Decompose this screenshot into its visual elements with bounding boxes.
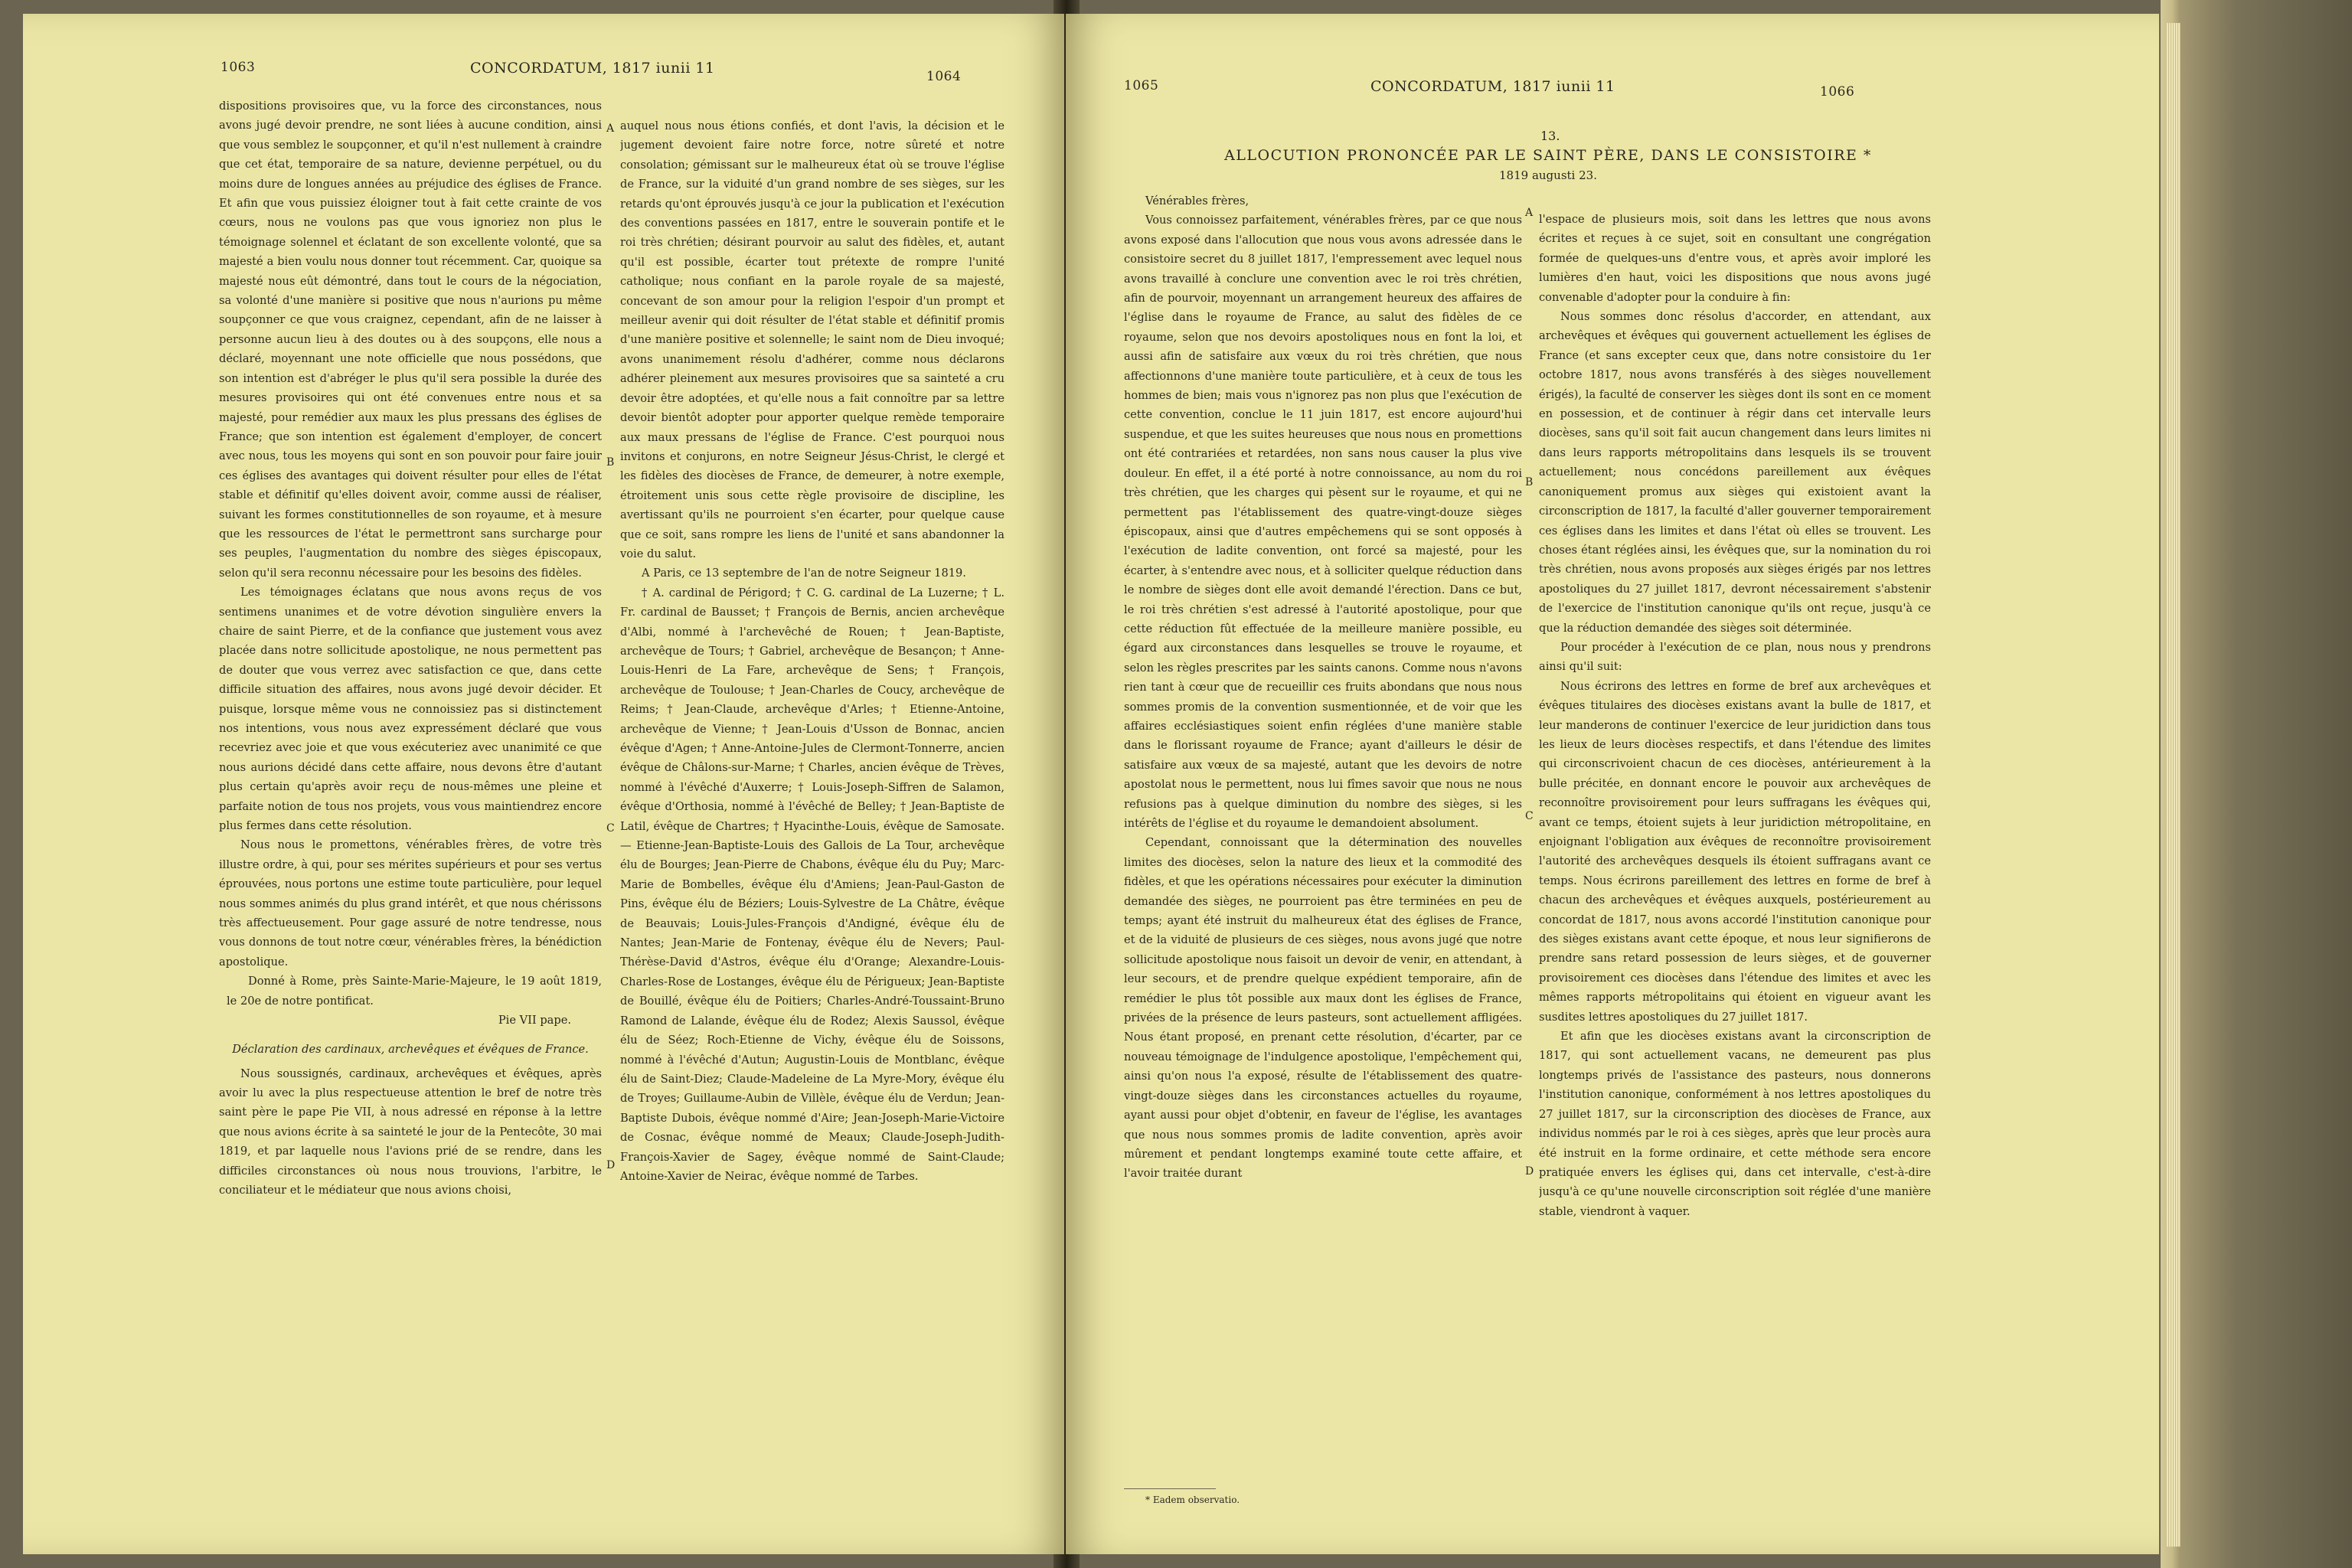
right-column-1	[1124, 191, 1522, 1485]
paragraph: dispositions provisoires que, vu la force des circonstances, nous avons jugé devoir prendre, ne sont liées à aucune condition, ainsi que vous semblez le soupçonner, et qu'il n'est nullement à craindre que cet état, temporaire de sa nature, devienne perpétuel, ou du moins dure de longues années au préjudice des églises de France. Et afin que vous puissiez éloigner tout à fait cette crainte de vos cœurs, nous ne voulons pas que vous ignoriez non plus le témoignage solennel et éclatant de son excellente volonté, que sa majesté a bien voulu nous donner tout récemment. Car, quoique sa majesté nous eût démontré, dans tout le cours de la négociation, sa volonté d'une manière si positive que nous n'aurions pu même soupçonner ce que vous craignez, cependant, afin de ne laisser à personne aucun lieu à des doutes ou à des soupçons, elle nous a déclaré, moyennant une note officielle que nous possédons, que son intention est d'abréger le plus qu'il sera possible la durée des mesures provisoires qui ont été convenues entre nous et sa majesté, pour remédier aux maux les plus pressans des églises de France; que son intention est également d'employer, de concert avec nous, tous les moyens qui sont en son pouvoir pour faire jouir ces églises des avantages qui doivent résulter pour elles de l'état stable et définitif qu'elles doivent avoir, comme aussi de réaliser, suivant les formes constitutionnelles de son royaume, et à mesure que les ressources de l'état le permettront sans surcharge pour ses peuples, l'augmentation du nombre des sièges épiscopaux, selon qu'il sera reconnu nécessaire pour les besoins des fidèles.	[219, 100, 602, 580]
paragraph: Pour procéder à l'exécution de ce plan, nous nous y prendrons ainsi qu'il suit:	[1539, 640, 1931, 674]
right-col-number-1066: 1066	[1820, 84, 1855, 100]
right-running-header: CONCORDATUM, 1817 iunii 11	[1370, 78, 1615, 95]
paragraph: Les témoignages éclatans que nous avons reçus de vos sentimens unanimes et de votre dévotion singulière envers la chaire de saint Pierre, et de la confiance que justement vous avez placée dans notre sollicitude apostolique, ne nous permettent pas de douter que vous verrez avec satisfaction ce que, dans cette difficile situation des affaires, nous avons jugé devoir décider. Et puisque, lorsque même vous ne connoissiez pas si distinctement nos intentions, vous nous avez expressément déclaré que vous recevriez avec joie et que vous exécuteriez avec unanimité ce que nous aurions décidé dans cette affaire, nous devons être d'autant plus certain qu'après avoir reçu de nous-mêmes une pleine et parfaite notion de tous nos projets, vous vous maintiendrez encore plus fermes dans cette résolution.	[219, 586, 602, 833]
left-running-header: CONCORDATUM, 1817 iunii 11	[470, 60, 715, 77]
paragraph: Cependant, connoissant que la détermination des nouvelles limites des diocèses, selon la nature des lieux et la commodité des fidèles, et que les opérations nécessaires pour exécuter la diminution demandée des sièges, ne pourroient pas être terminées en peu de temps; ayant été instruit du malheureux état des églises de France, et de la viduité de plusieurs de ces sièges, nous avons jugé que notre sollicitude apostolique nous faisoit un devoir de venir, en attendant, à leur secours, et de prendre quelque expédient temporaire, afin de remédier le plus tôt possible aux maux dont les églises de France, privées de la présence de leurs pasteurs, sont actuellement affligées. Nous étant proposé, en prenant cette résolution, d'écarter, par ce nouveau témoignage de l'indulgence apostolique, l'empêchement qui, ainsi qu'on nous l'a exposé, résulte de l'établissement des quatre-vingt-douze sièges dans les circonstances actuelles du royaume, ayant aussi pour objet d'obtenir, en faveur de l'église, les avantages que nous nous sommes promis de ladite convention, après avoir mûrement et pendant longtemps examiné toute cette affaire, et l'avoir traitée durant	[1124, 836, 1522, 1181]
paragraph: Nous écrirons des lettres en forme de bref aux archevêques et évêques titulaires des diocèses existans avant la bulle de 1817, et leur manderons de continuer l'exercice de leur juridiction dans tous les lieux de leurs diocèses respectifs, et dans l'étendue des limites qui circonscrivoient chacun de ces diocèses, antérieurement à la bulle précitée, en donnant encore le pouvoir aux archevêques de reconnoître provisoirement pour leurs suffragans les évêques qui, avant ce temps, étoient sujets à leur juridiction métropolitaine, en enjoignant l'obligation aux évêques de reconnoître provisoirement l'autorité des archevêques desquels ils étoient suffragans avant ce temps. Nous écrirons pareillement des lettres en forme de bref à chacun des archevêques et évêques auxquels, postérieurement au concordat de 1817, nous avons accordé l'institution canonique pour des sièges existans avant cette époque, et nous leur signifierons de prendre sans retard possession de leurs sièges, et de gouverner provisoirement ces diocèses dans l'étendue des limites et avec les mêmes rapports métropolitains qui étoient en vigueur avant les susdites lettres apostoliques du 27 juillet 1817.	[1539, 679, 1931, 1024]
left-col-number-1063: 1063	[220, 60, 256, 75]
margin-letter-d: D	[606, 1159, 616, 1171]
section-date: 1819 augusti 23.	[1499, 168, 1597, 182]
paragraph: Et afin que les diocèses existans avant la circonscription de 1817, qui sont actuellement vacans, ne demeurent pas plus longtemps privés de l'assistance des pasteurs, nous donnerons l'institution canonique, conformément à nos lettres apostoliques du 27 juillet 1817, sur la circonscription des diocèses de France, aux individus nommés par le roi à ces sièges, après que leur procès aura été instruit en la forme ordinaire, et cette méthode sera encore pratiquée envers les églises qui, dans cet intervalle, c'est-à-dire jusqu'à ce qu'une nouvelle circonscription soit réglée d'une manière stable, viendront à vaquer.	[1539, 1030, 1931, 1218]
papal-signature: Pie VII pape.	[498, 1014, 571, 1027]
left-page	[23, 14, 1064, 1554]
footnote: * Eadem observatio.	[1145, 1494, 1240, 1505]
declaration-heading: Déclaration des cardinaux, archevêques et évêques de France.	[232, 1042, 589, 1056]
footnote-rule	[1124, 1488, 1216, 1489]
signatories: † A. cardinal de Périgord; † C. G. cardinal de La Luzerne; † L. Fr. cardinal de Bausset; † François de Bernis, ancien archevêque d'Albi, nommé à l'archevêché de Rouen; † Jean-Baptiste, archevêque de Tours; † Gabriel, archevêque de Besançon; † Anne-Louis-Henri de La Fare, archevêque de Sens; † François, archevêque de Toulouse; † Jean-Charles de Coucy, archevêque de Reims; † Jean-Claude, archevêque d'Arles; † Etienne-Antoine, archevêque de Vienne; † Jean-Louis d'Usson de Bonnac, ancien évêque d'Agen; † Anne-Antoine-Jules de Clermont-Tonnerre, ancien évêque de Châlons-sur-Marne; † Charles, ancien évêque de Trèves, nommé à l'évêché d'Auxerre; † Louis-Joseph-Siffren de Salamon, évêque d'Orthosia, nommé à l'évêché de Belley; † Jean-Baptiste de Latil, évêque de Chartres; † Hyacinthe-Louis, évêque de Samosate. — Etienne-Jean-Baptiste-Louis des Gallois de La Tour, archevêque élu de Bourges; Jean-Pierre de Chabons, évêque élu du Puy; Marc-Marie de Bombelles, évêque élu d'Amiens; Jean-Paul-Gaston de Pins, évêque élu de Béziers; Louis-Sylvestre de La Châtre, évêque de Beauvais; Louis-Jules-François d'Andigné, évêque élu de Nantes; Jean-Marie de Fontenay, évêque élu de Nevers; Paul-Thérèse-David d'Astros, évêque élu d'Orange; Alexandre-Louis-Charles-Rose de Lostanges, évêque élu de Périgueux; Jean-Baptiste de Bouillé, évêque élu de Poitiers; Charles-André-Toussaint-Bruno Ramond de Lalande, évêque élu de Rodez; Alexis Saussol, évêque élu de Séez; Roch-Etienne de Vichy, évêque élu de Soissons, nommé à l'évêché d'Autun; Augustin-Louis de Montblanc, évêque élu de Saint-Diez; Claude-Madeleine de La Myre-Mory, évêque élu de Troyes; Guillaume-Aubin de Villèle, évêque élu de Verdun; Jean-Baptiste Dubois, évêque nommé d'Aire; Jean-Joseph-Marie-Victoire de Cosnac, évêque nommé de Meaux; Claude-Joseph-Judith-François-Xavier de Sagey, évêque nommé de Saint-Claude; Antoine-Xavier de Neirac, évêque nommé de Tarbes.	[620, 586, 1004, 1183]
margin-letter-a: A	[1525, 207, 1534, 219]
paragraph: auquel nous nous étions confiés, et dont l'avis, la décision et le jugement devoient faire notre force, notre sûreté et notre consolation; gémissant sur le malheureux état où se trouve l'église de France, sur la viduité d'un grand nombre de ses sièges, sur les retards qu'ont éprouvés jusqu'à ce jour la publication et l'exécution des conventions passées en 1817, entre le souverain pontife et le roi très chrétien; désirant pourvoir au salut des fidèles, et, autant qu'il est possible, écarter tout prétexte de rompre l'unité catholique; nous confiant en la parole royale de sa majesté, concevant de son amour pour la religion l'espoir d'un prompt et meilleur avenir qui doit résulter de l'état stable et définitif promis d'une manière positive et solennelle; le saint nom de Dieu invoqué; avons unanimement résolu d'adhérer, comme nous déclarons adhérer pleinement aux mesures provisoires que sa sainteté a cru devoir être adoptées, et qu'elle nous a fait connoître par sa lettre devoir bientôt adopter pour apporter quelque remède temporaire aux maux pressans de l'église de France. C'est pourquoi nous invitons et conjurons, en notre Seigneur Jésus-Christ, le clergé et les fidèles des diocèses de France, de demeurer, à notre exemple, étroitement unis sous cette règle provisoire de discipline, les avertissant qu'ils ne pourroient s'en écarter, pour quelque cause que ce soit, sans rompre les liens de l'unité et sans abandonner la voie du salut.	[620, 119, 1004, 560]
page-edges	[2167, 23, 2180, 1547]
right-col-number-1065: 1065	[1124, 78, 1159, 93]
margin-letter-b: B	[1525, 476, 1534, 488]
date-line: A Paris, ce 13 septembre de l'an de notre Seigneur 1819.	[642, 567, 966, 580]
paragraph: Nous soussignés, cardinaux, archevêques et évêques, après avoir lu avec la plus respectueuse attention le bref de notre très saint père le pape Pie VII, à nous adressé en réponse à la lettre que nous avions écrite à sa sainteté le jour de la Pentecôte, 30 mai 1819, et par laquelle nous l'avions prié de se rendre, dans les difficiles circonstances où nous nous trouvions, l'arbitre, le conciliateur et le médiateur que nous avions choisi,	[219, 1067, 602, 1197]
paragraph: Nous sommes donc résolus d'accorder, en attendant, aux archevêques et évêques qui gouvernent actuellement les églises de France (et sans excepter ceux que, dans notre consistoire du 1er octobre 1817, nous avons transférés à des sièges nouvellement érigés), la faculté de conserver les sièges dont ils sont en ce moment en possession, et de continuer à régir dans cet intervalle leurs diocèses, sans qu'il soit fait aucun changement dans leurs limites ni dans leurs rapports métropolitains dans lesquels ils se trouvent actuellement; nous concédons pareillement aux évêques canoniquement promus aux sièges qui existoient avant la circonscription de 1817, la faculté d'aller gouverner temporairement ces églises dans les limites et dans l'état où elles se trouvent. Les choses étant réglées ainsi, les évêques que, sur la nomination du roi très chrétien, nous avons proposés aux sièges érigés par nos lettres apostoliques du 27 juillet 1817, devront nécessairement s'abstenir de l'exercice de l'institution canonique qu'ils ont reçue, jusqu'à ce que la réduction demandée des sièges soit déterminée.	[1539, 310, 1931, 635]
book-edge	[2161, 0, 2352, 1568]
paragraph: l'espace de plusieurs mois, soit dans les lettres que nous avons écrites et reçues à ce sujet, soit en consultant une congrégation formée de quelques-uns d'entre vous, et après avoir imploré les lumières d'en haut, voici les dispositions que nous avons jugé convenable d'adopter pour la conduire à fin:	[1539, 213, 1931, 304]
right-column-2	[1539, 210, 1931, 1488]
margin-letter-c: C	[1525, 810, 1534, 822]
margin-letter-b: B	[606, 456, 615, 469]
right-page	[1066, 14, 2159, 1554]
paragraph: Vous connoissez parfaitement, vénérables frères, par ce que nous avons exposé dans l'allocution que nous vous avons adressée dans le consistoire secret du 8 juillet 1817, l'empressement avec lequel nous avons travaillé à conclure une convention avec le roi très chrétien, afin de pourvoir, moyennant un arrangement heureux des affaires de l'église dans le royaume de France, au salut des fidèles de ce royaume, selon que nos devoirs apostoliques nous en font la loi, et aussi afin de satisfaire aux vœux du roi très chrétien, que nous affectionnons d'une manière toute particulière, et à ceux de tous les hommes de bien; mais vous n'ignorez pas non plus que l'exécution de cette convention, conclue le 11 juin 1817, est encore aujourd'hui suspendue, et que les suites heureuses que nous nous en promettions ont été contrariées et retardées, non sans nous causer la plus vive douleur. En effet, il a été porté à notre connoissance, au nom du roi très chrétien, que les charges qui pèsent sur le royaume, et qui ne permettent pas l'établissement des quatre-vingt-douze sièges épiscopaux, ainsi que d'autres empêchemens qui se sont opposés à l'exécution de ladite convention, ont forcé sa majesté, pour les écarter, à s'entendre avec nous, et à solliciter quelque réduction dans le nombre de sièges dont elle avoit demandé l'érection. Dans ce but, le roi très chrétien s'est adressé à l'autorité apostolique, pour que cette réduction fût effectuée de la meilleure manière possible, eu égard aux circonstances dans lesquelles se trouve le royaume, et selon les règles prescrites par les saints canons. Comme nous n'avons rien tant à cœur que de recueillir ces fruits abondans que nous nous sommes promis de la convention susmentionnée, et de voir que les affaires ecclésiastiques soient enfin réglées d'une manière stable dans le florissant royaume de France; ayant d'ailleurs le désir de satisfaire aux vœux de sa majesté, autant que les devoirs de notre apostolat nous le permettent, nous lui fîmes savoir que nous ne nous refusions pas à quelque diminution du nombre des sièges, si les intérêts de l'église et du royaume le demandoient absolument.	[1124, 214, 1522, 830]
date-line: Donné à Rome, près Sainte-Marie-Majeure, le 19 août 1819, le 20e de notre pontificat.	[227, 975, 602, 1008]
section-title: ALLOCUTION PRONONCÉE PAR LE SAINT PÈRE, DANS LE CONSISTOIRE *	[1224, 147, 1872, 164]
margin-letter-a: A	[606, 122, 615, 135]
left-column-2	[620, 116, 1004, 1540]
left-col-number-1064: 1064	[926, 69, 962, 84]
section-number: 13.	[1540, 129, 1560, 143]
left-column-1	[219, 96, 602, 1536]
margin-letter-c: C	[606, 822, 615, 835]
salutation: Vénérables frères,	[1145, 194, 1250, 207]
paragraph: Nous nous le promettons, vénérables frères, de votre très illustre ordre, à qui, pour ses mérites supérieurs et pour ses vertus éprouvées, nous portons une estime toute particulière, pour lequel nous sommes animés du plus grand intérêt, et que nous chérissons très affectueusement. Pour gage assuré de notre tendresse, nous vous donnons de tout notre cœur, vénérables frères, la bénédiction apostolique.	[219, 838, 602, 969]
margin-letter-d: D	[1525, 1165, 1534, 1178]
